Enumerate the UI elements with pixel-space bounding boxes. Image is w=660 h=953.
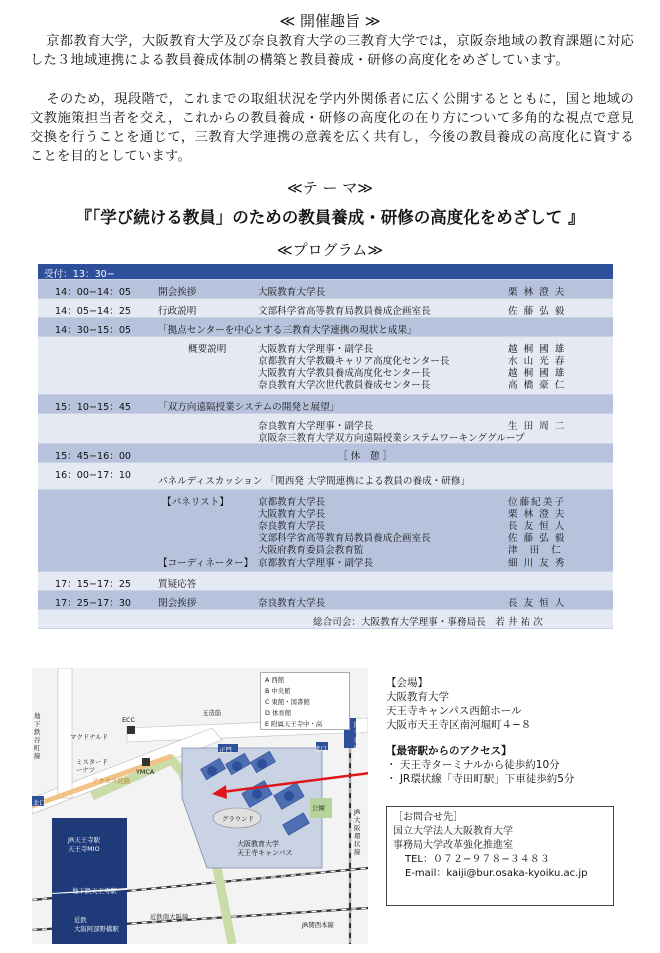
mc-label: 総合司会：大阪教育大学理事・事務局長 若 井 祐 次 — [313, 617, 543, 628]
row-time: 14：05−14：25 — [54, 306, 132, 317]
row-name: 高橋豪仁 — [508, 380, 571, 391]
map-label-kintetsu-line: 近鉄南大阪線 — [150, 913, 189, 921]
row-name: 位藤紀美子 — [508, 497, 566, 508]
row-label: 「双方向遠隔授業システムの開発と展望」 — [158, 402, 340, 413]
row-role: 文部科学省高等教育局教員養成企画室長 — [258, 306, 431, 317]
row-role: 大阪府教育委員会教育監 — [258, 545, 364, 556]
access-heading: 【最寄駅からのアクセス】 — [386, 745, 512, 757]
row-label: 行政説明 — [158, 306, 197, 317]
map-label-mcd: マクドナルド — [70, 733, 109, 741]
row-role: 京都教育大学長 — [258, 497, 326, 508]
row-role: 大阪教育大学長 — [258, 287, 326, 298]
program-header-row — [38, 264, 613, 280]
contact-email[interactable]: E-mail：kaiji@bur.osaka-kyoiku.ac.jp — [405, 868, 588, 879]
row-label: 開会挨拶 — [158, 287, 197, 298]
row-label: 閉会挨拶 — [158, 598, 197, 609]
map-label-park: 公園 — [312, 804, 325, 812]
contact-org: 国立大学法人大阪教育大学 — [393, 826, 513, 837]
row-role: 京都教育大学教職キャリア高度化センター長 — [258, 356, 450, 367]
purpose-text-1: 京都教育大学，大阪教育大学及び奈良教育大学の三教育大学では，京阪奈地域の教育課題に対応した３地域連携による教員養成体制の構築と教員養成・研修の高度化をめざしています。 — [30, 34, 634, 68]
purpose-text-2: そのため，現段階で，これまでの取組状況を学内外関係者に広く公開するとともに，国と地域の文教施策担当者を交え，これからの教員養成・研修の高度化の在り方について多角的な視点で意見交換を行うことを通じて，三教育大学連携の意義を広く共有し，今後の教員養成の高度化に資することを目的としています。 — [30, 92, 634, 164]
row-name: 越桐國雄 — [508, 344, 571, 355]
program-table — [38, 264, 613, 629]
row-name: 長友恒人 — [508, 598, 571, 609]
map-label-university: 大阪教育大学 天王寺キャンパス — [237, 840, 293, 857]
row-label: 「拠点センターを中心とする三教育大学連携の現状と成果」 — [158, 325, 417, 336]
reception-time: 受付：13：30− — [44, 269, 115, 280]
legend-item: D 体育館 — [265, 709, 292, 717]
table-row — [38, 280, 613, 299]
coordinator-label: 【コーディネーター】 — [158, 558, 254, 569]
table-row — [38, 610, 613, 629]
table-row — [38, 463, 613, 490]
theme-text: 『「学び続ける教員」のための教員養成・研修の高度化をめざして 』 — [75, 208, 585, 227]
table-row — [38, 318, 613, 337]
row-name: 栗林澄夫 — [508, 509, 571, 520]
map-label-gate: 正門 — [219, 746, 232, 754]
row-time: 15：45−16：00 — [54, 451, 132, 462]
row-time: 17：15−17：25 — [54, 579, 132, 590]
map-label-subway: 地下鉄谷町線 — [34, 712, 41, 760]
table-row — [38, 572, 613, 591]
contact-info — [393, 811, 587, 881]
contact-box — [386, 806, 614, 906]
program-title: ≪プログラム≫ — [276, 241, 384, 259]
map-label-kintetsu: 近鉄 大阪阿部野橋駅 — [74, 916, 119, 933]
map-label-ymca: YMCA — [136, 768, 155, 776]
table-row — [38, 299, 613, 318]
row-role: 大阪教育大学理事・副学長 — [258, 344, 374, 355]
legend-item: C 東館・図書館 — [265, 698, 310, 706]
access-item: ・ JR環状線「寺田町駅」下車徒歩約5分 — [386, 773, 575, 785]
map-label-jr-tennoji: JR天王寺駅 天王寺MIO — [68, 836, 100, 853]
panelist-label: 【パネリスト】 — [162, 497, 229, 508]
row-role: 奈良教育大学長 — [258, 598, 326, 609]
venue-heading: 【会場】 — [386, 677, 428, 689]
map-label-jr-kansai: JR関西本線 — [302, 921, 334, 929]
map-label-mister: ミスタードーナツ — [76, 758, 108, 774]
row-role: 奈良教育大学理事・副学長 — [258, 421, 374, 432]
access-map — [32, 668, 368, 944]
row-name: 生田周二 — [508, 421, 571, 432]
contact-tel: TEL：０７２−９７８−３４８３ — [405, 854, 550, 865]
row-name: 越桐國雄 — [508, 368, 571, 379]
row-name: 津田仁 — [508, 545, 573, 556]
table-row — [38, 444, 613, 463]
row-time: 14：30−15：05 — [54, 325, 132, 336]
map-label-north-exit: 北口 — [33, 799, 46, 807]
row-sublabel: 概要説明 — [188, 344, 227, 355]
row-role: 文部科学省高等教育局教員養成企画室長 — [258, 533, 431, 544]
map-legend — [260, 672, 350, 730]
purpose-paragraph-2 — [30, 90, 634, 166]
row-time: 17：25−17：30 — [54, 598, 132, 609]
map-label-access: アクセス経路 — [92, 777, 131, 785]
table-row — [38, 395, 613, 414]
legend-item: E 附属天王寺中・高 — [265, 720, 323, 728]
row-name: 水山光春 — [508, 356, 571, 367]
venue-address: 大阪市天王寺区南河堀町４−８ — [386, 719, 532, 731]
access-item: ・ 天王寺ターミナルから徒歩約10分 — [386, 759, 560, 771]
row-role: 奈良教育大学次世代教員養成センター長 — [258, 380, 431, 391]
row-role: 大阪教育大学教員養成高度化センター長 — [258, 368, 431, 379]
purpose-paragraph-1 — [30, 32, 634, 70]
table-row — [38, 490, 613, 572]
map-label-ground: グラウンド — [222, 815, 254, 823]
theme-title: ≪テ ー マ≫ — [287, 179, 373, 197]
table-row — [38, 591, 613, 610]
map-label-east-exit: 東口 — [314, 745, 327, 753]
legend-item: B 中央館 — [265, 687, 291, 695]
row-role: 京都教育大学理事・副学長 — [258, 558, 374, 569]
row-time: 15：10−15：45 — [54, 402, 132, 413]
row-name: 佐藤弘毅 — [508, 306, 571, 317]
row-role: 奈良教育大学長 — [258, 521, 326, 532]
map-label-jr-osaka: JR大阪環状線 — [354, 808, 361, 856]
table-row — [38, 337, 613, 395]
row-name: 栗林澄夫 — [508, 287, 571, 298]
row-label: 質疑応答 — [158, 579, 197, 590]
purpose-title: ≪ 開催趣旨 ≫ — [279, 12, 381, 30]
row-role: 京阪奈三教育大学双方向遠隔授業システムワーキンググループ — [258, 433, 525, 444]
row-name: 長友恒人 — [508, 521, 571, 532]
contact-heading: ［お問合せ先］ — [393, 812, 463, 823]
row-time: 16：00−17：10 — [54, 470, 132, 481]
legend-item: A 西館 — [265, 676, 285, 684]
map-label-jr-teradacho: JR寺田町駅 — [354, 720, 361, 760]
venue-hall: 天王寺キャンパス西館ホール — [386, 705, 522, 717]
map-label-road: 玉造筋 — [202, 709, 222, 717]
row-label: パネルディスカッション 「関西発 大学間連携による教員の養成・研修」 — [158, 476, 471, 487]
contact-dept: 事務局大学改革強化推進室 — [393, 840, 513, 851]
row-time: 14：00−14：05 — [54, 287, 132, 298]
row-role: 大阪教育大学長 — [258, 509, 326, 520]
map-label-ecc: ECC — [122, 716, 135, 724]
map-label-subway-tennoji: 地下鉄天王寺駅 — [72, 887, 117, 895]
venue-info — [386, 676, 531, 732]
table-row — [38, 414, 613, 444]
break-label: ［ 休 憩 ］ — [338, 451, 393, 462]
access-info — [386, 744, 574, 786]
row-name: 細川友秀 — [508, 558, 571, 569]
venue-name: 大阪教育大学 — [386, 691, 449, 703]
row-name: 佐藤弘毅 — [508, 533, 571, 544]
